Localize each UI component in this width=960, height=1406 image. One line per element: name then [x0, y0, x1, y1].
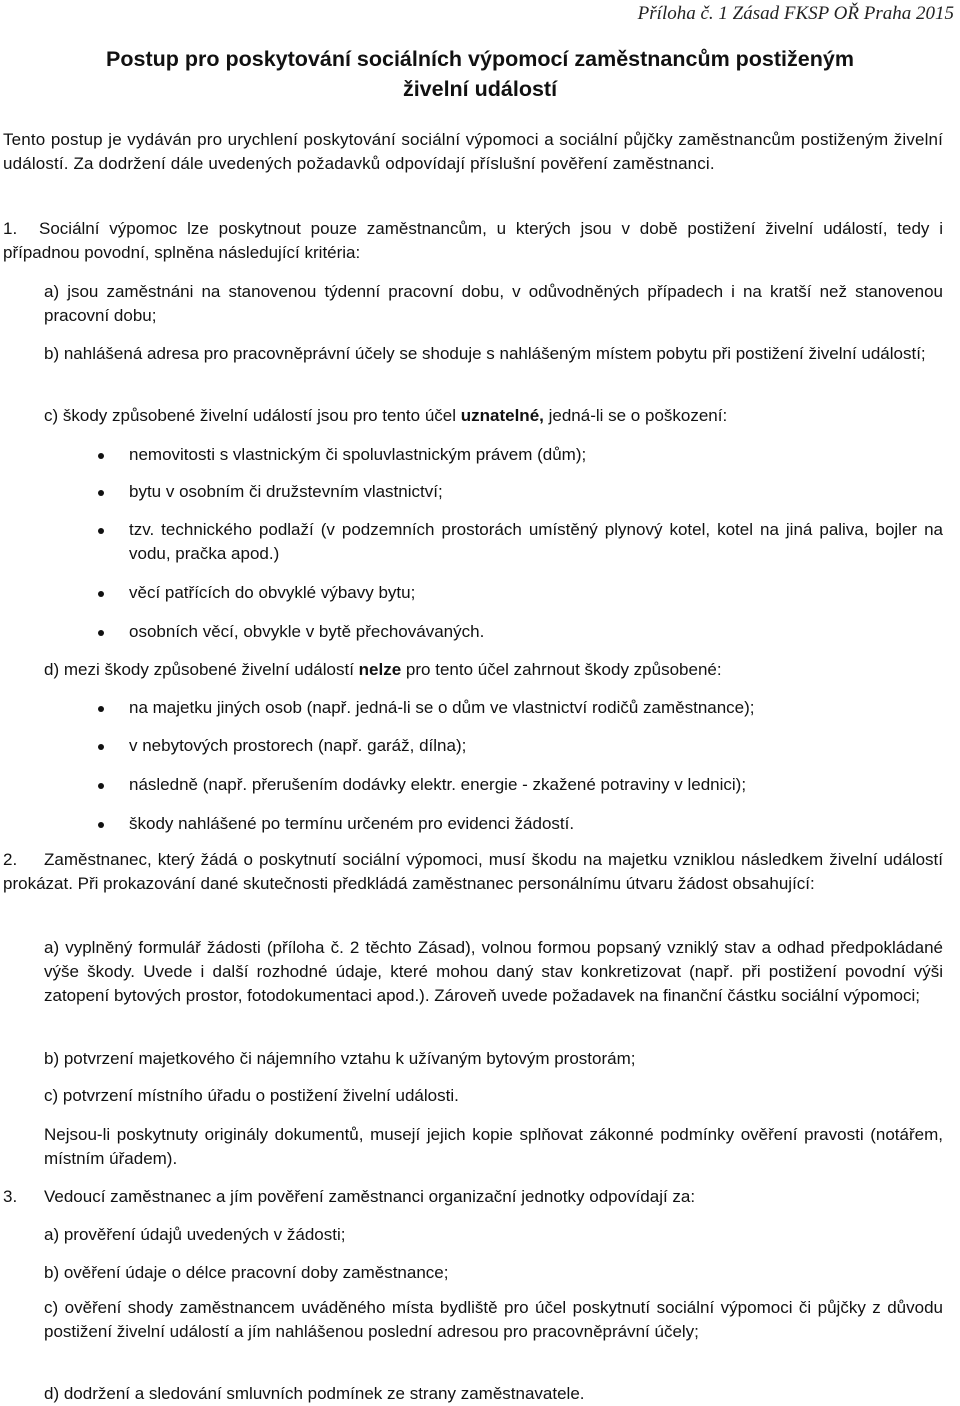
section-3-item-b: b) ověření údaje o délce pracovní doby zaměstnance; [44, 1263, 449, 1282]
section-3-number: 3. [3, 1187, 18, 1206]
section-1-text: Sociální výpomoc lze poskytnout pouze zaměstnancům, u kterých jsou v době postižení živelní událostí, tedy i případnou povodní, splněna následující kritéria: [3, 219, 943, 262]
item-d-text-end: pro tento účel zahrnout škody způsobené: [401, 660, 722, 679]
bullet-icon [98, 706, 104, 712]
c-bullet-4: věcí patřících do obvyklé výbavy bytu; [129, 583, 416, 602]
d-bullet-3: následně (např. přerušením dodávky elektr. energie - zkažené potraviny v lednici); [129, 775, 747, 794]
item-c-text-end: jedná-li se o poškození: [543, 406, 728, 425]
section-2-note: Nejsou-li poskytnuty originály dokumentů, musejí jejich kopie splňovat zákonné podmínky ověření pravosti (notářem, místním úřadem). [44, 1125, 943, 1168]
bullet-icon [98, 453, 104, 459]
item-c-text: c) škody způsobené živelní událostí jsou pro tento účel [44, 406, 461, 425]
d-bullet-2: v nebytových prostorech (např. garáž, dílna); [129, 736, 467, 755]
item-d-emphasis: nelze [358, 660, 402, 679]
intro-paragraph: Tento postup je vydáván pro urychlení poskytování sociální výpomoci a sociální půjčky zaměstnancům postiženým živelní událostí. Za dodržení dále uvedených požadavků odpovídají příslušní pověření zaměstnanci. [3, 130, 943, 173]
item-c-emphasis: uznatelné, [460, 406, 544, 425]
c-bullet-1: nemovitosti s vlastnickým či spoluvlastnickým právem (dům); [129, 445, 587, 464]
section-3-item-d: d) dodržení a sledování smluvních podmínek ze strany zaměstnavatele. [44, 1384, 585, 1403]
section-1-item-d [44, 658, 943, 682]
section-2-item-b: b) potvrzení majetkového či nájemního vztahu k užívaným bytovým prostorám; [44, 1049, 636, 1068]
bullet-icon [98, 744, 104, 750]
d-bullet-4: škody nahlášené po termínu určeném pro evidenci žádostí. [129, 814, 575, 833]
d-bullet-1: na majetku jiných osob (např. jedná-li se o dům ve vlastnictví rodičů zaměstnance); [129, 698, 755, 717]
section-3-item-c: c) ověření shody zaměstnancem uváděného místa bydliště pro účel poskytnutí sociální výpomoci či půjčky z důvodu postižení živelní událostí a jím nahlášenou poslední adresou pro pracovněprávní účely; [44, 1298, 943, 1341]
item-d-text: d) mezi škody způsobené živelní událostí [44, 660, 359, 679]
section-2-item-a: a) vyplněný formulář žádosti (příloha č. 2 těchto Zásad), volnou formou popsaný vzniklý stav a odhad předpokládané výše škody. Uvede i další rozhodné údaje, které mohou daný stav konkretizovat (např. při postižení povodní výši zatopení bytových prostor, fotodokumentaci apod.). Zároveň uvede požadavek na finanční částku sociální výpomoci; [44, 938, 943, 1005]
section-2-text: Zaměstnanec, který žádá o poskytnutí sociální výpomoci, musí škodu na majetku vzniklou následkem živelní událostí prokázat. Při prokazování dané skutečnosti předkládá zaměstnanec personálnímu útvaru žádost obsahující: [3, 850, 943, 893]
bullet-icon [98, 783, 104, 789]
section-2-item-c: c) potvrzení místního úřadu o postižení živelní události. [44, 1086, 459, 1105]
c-bullet-3: tzv. technického podlaží (v podzemních prostorách umístěný plynový kotel, kotel na jiná paliva, bojler na vodu, pračka apod.) [129, 520, 943, 563]
bullet-icon [98, 630, 104, 636]
title-line-1: Postup pro poskytování sociálních výpomocí zaměstnancům postiženým [106, 47, 854, 71]
c-bullet-2: bytu v osobním či družstevním vlastnictví; [129, 482, 443, 501]
section-1-item-a: a) jsou zaměstnáni na stanovenou týdenní pracovní dobu, v odůvodněných případech i na kratší než stanovenou pracovní dobu; [44, 282, 943, 325]
bullet-icon [98, 822, 104, 828]
c-bullet-5: osobních věcí, obvykle v bytě přechovávaných. [129, 622, 485, 641]
bullet-icon [98, 490, 104, 496]
section-1-item-c [44, 404, 943, 428]
bullet-icon [98, 528, 104, 534]
document-title [0, 44, 960, 104]
section-3-item-a: a) prověření údajů uvedených v žádosti; [44, 1225, 346, 1244]
section-1-item-b: b) nahlášená adresa pro pracovněprávní účely se shoduje s nahlášeným místem pobytu při postižení živelní událostí; [44, 344, 926, 363]
section-2-number: 2. [3, 850, 18, 869]
attachment-reference: Příloha č. 1 Zásad FKSP OŘ Praha 2015 [637, 3, 954, 24]
section-1-number: 1. [3, 219, 18, 238]
title-line-2: živelní událostí [402, 77, 558, 101]
bullet-icon [98, 591, 104, 597]
section-3-text: Vedoucí zaměstnanec a jím pověření zaměstnanci organizační jednotky odpovídají za: [44, 1187, 696, 1206]
